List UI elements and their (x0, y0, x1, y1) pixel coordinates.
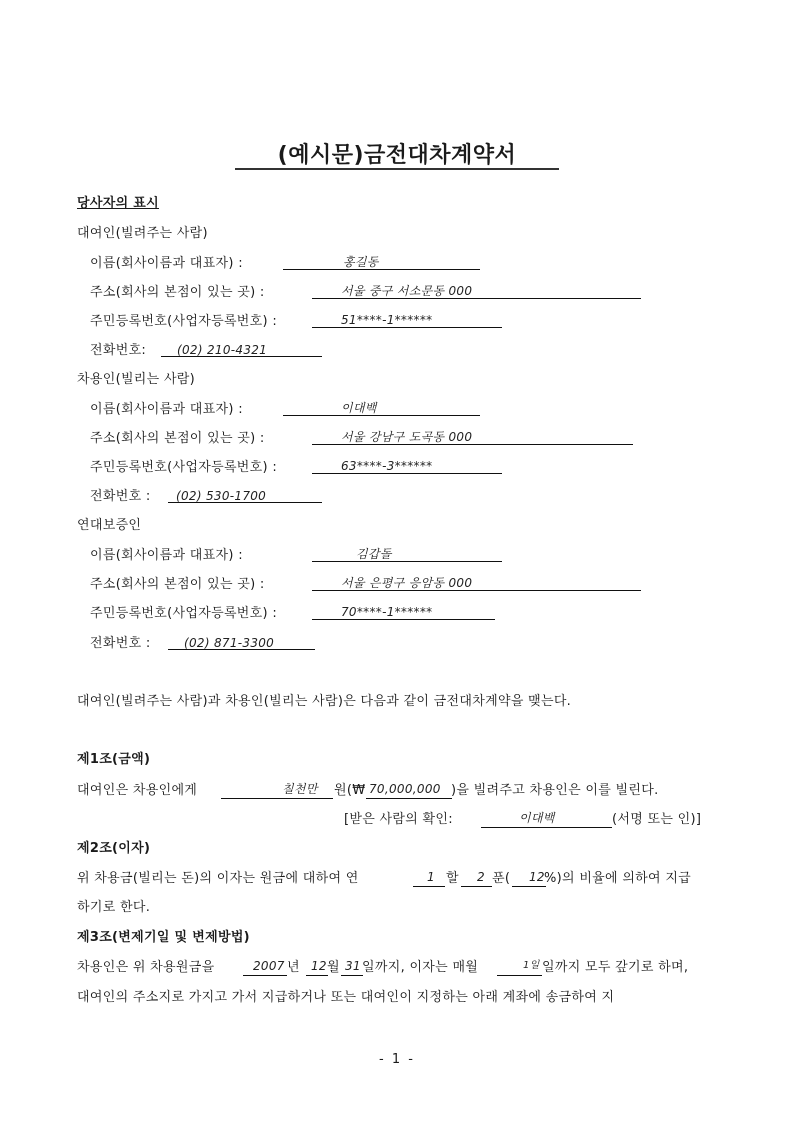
amount-num-value: 70,000,000 (369, 782, 441, 796)
borrower-phone-value: (02) 530-1700 (176, 489, 267, 503)
receipt-confirm-open: [받은 사람의 확인: (344, 812, 453, 827)
article3-text-line2: 대여인의 주소지로 가지고 가서 지급하거나 또는 대여인이 지정하는 아래 계좌에 송금하여 지 (77, 990, 615, 1005)
amount-text-value: 칠천만 (282, 782, 318, 796)
article3-text-2: 년 (287, 960, 300, 975)
payday-line (497, 975, 542, 976)
article1-text-2: 원(₩ (334, 783, 366, 798)
lender-phone-value: (02) 210-4321 (177, 343, 268, 357)
month-line (306, 975, 328, 976)
guarantor-phone-value: (02) 871-3300 (184, 636, 275, 650)
borrower-heading: 차용인(빌리는 사람) (77, 372, 196, 387)
article1-text-1: 대여인은 차용인에게 (77, 783, 198, 798)
day-value: 31 (345, 959, 361, 973)
parties-heading: 당사자의 표시 (77, 196, 159, 211)
article2-text-line2: 하기로 한다. (77, 900, 151, 915)
borrower-phone-label: 전화번호 : (90, 489, 151, 504)
receipt-confirm-line (481, 827, 612, 828)
pct-line (512, 886, 546, 887)
hal-value: 1 (427, 870, 435, 884)
lender-reg-label: 주민등록번호(사업자등록번호) : (90, 314, 278, 329)
pct-value: 12 (529, 870, 545, 884)
pun-value: 2 (477, 870, 485, 884)
article2-heading: 제2조(이자) (77, 841, 151, 856)
borrower-address-label: 주소(회사의 본점이 있는 곳) : (90, 431, 265, 446)
article3-text-4: 일까지, 이자는 매월 (362, 960, 479, 975)
page-number: - 1 - (379, 1052, 415, 1067)
intro-sentence: 대여인(빌려주는 사람)과 차용인(빌리는 사람)은 다음과 같이 금전대차계약을 맺는다. (77, 694, 572, 709)
hal-line (413, 886, 445, 887)
year-value: 2007 (253, 959, 285, 973)
borrower-reg-label: 주민등록번호(사업자등록번호) : (90, 460, 278, 475)
guarantor-name-value: 김갑돌 (356, 547, 392, 561)
guarantor-name-line (312, 561, 502, 562)
article2-text-1: 위 차용금(빌리는 돈)의 이자는 원금에 대하여 연 (77, 871, 359, 886)
borrower-address-value: 서울 강남구 도곡동 000 (341, 430, 473, 444)
lender-reg-value: 51****-1****** (341, 313, 433, 327)
article1-heading: 제1조(금액) (77, 752, 151, 767)
lender-address-value: 서울 중구 서소문동 000 (341, 284, 473, 298)
guarantor-address-label: 주소(회사의 본점이 있는 곳) : (90, 577, 265, 592)
receipt-confirm-close: (서명 또는 인)] (612, 812, 702, 827)
lender-name-line (283, 269, 480, 270)
guarantor-reg-value: 70****-1****** (341, 605, 433, 619)
receipt-confirm-name: 이대백 (519, 811, 555, 825)
lender-phone-label: 전화번호: (90, 343, 147, 358)
pun-line (461, 886, 492, 887)
borrower-name-line (283, 415, 480, 416)
article3-text-3: 월 (327, 960, 340, 975)
lender-heading: 대여인(빌려주는 사람) (77, 226, 208, 241)
guarantor-name-label: 이름(회사이름과 대표자) : (90, 548, 243, 563)
guarantor-reg-label: 주민등록번호(사업자등록번호) : (90, 606, 278, 621)
article3-text-1: 차용인은 위 차용원금을 (77, 960, 215, 975)
borrower-name-label: 이름(회사이름과 대표자) : (90, 402, 243, 417)
lender-address-label: 주소(회사의 본점이 있는 곳) : (90, 285, 265, 300)
document-title: (예시문)금전대차계약서 (277, 143, 517, 168)
article1-text-3: )을 빌려주고 차용인은 이를 빌린다. (451, 783, 659, 798)
day-line (341, 975, 363, 976)
amount-text-line (221, 798, 333, 799)
guarantor-heading: 연대보증인 (77, 518, 142, 533)
article2-text-3: 푼( (492, 871, 511, 886)
payday-value: 1일 (523, 960, 540, 971)
article3-text-5: 일까지 모두 갚기로 하며, (542, 960, 689, 975)
article2-text-4: %)의 비율에 의하여 지급 (544, 871, 692, 886)
amount-num-line (366, 798, 452, 799)
lender-name-value: 홍길동 (343, 255, 379, 269)
borrower-reg-value: 63****-3****** (341, 459, 433, 473)
title-underline (235, 168, 559, 170)
lender-name-label: 이름(회사이름과 대표자) : (90, 256, 243, 271)
year-line (243, 975, 287, 976)
guarantor-phone-label: 전화번호 : (90, 636, 151, 651)
guarantor-address-value: 서울 은평구 응암동 000 (341, 576, 473, 590)
borrower-name-value: 이대백 (341, 401, 377, 415)
month-value: 12 (311, 959, 327, 973)
article3-heading: 제3조(변제기일 및 변제방법) (77, 930, 250, 945)
article2-text-2: 할 (446, 871, 459, 886)
